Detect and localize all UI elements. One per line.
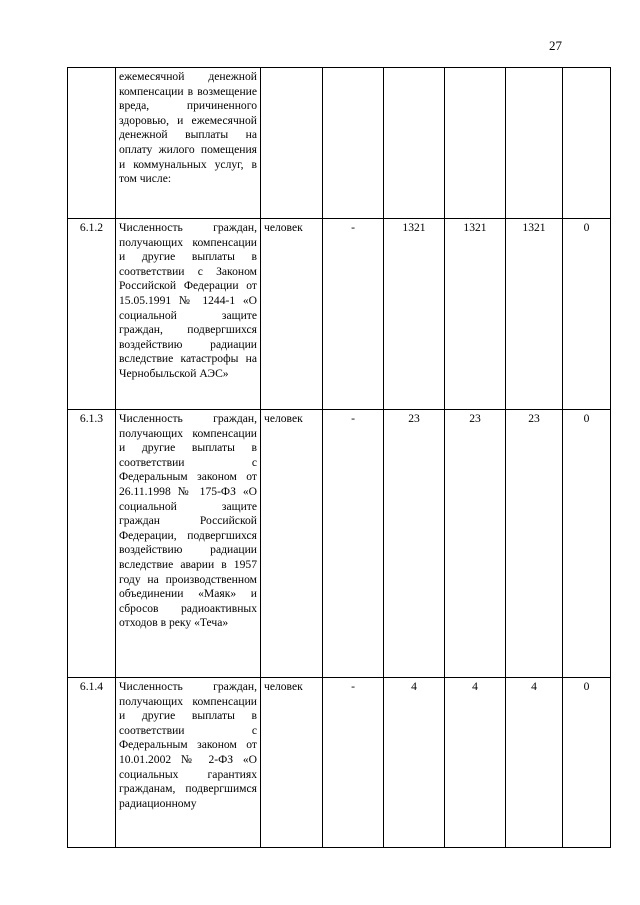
row-value: 0	[563, 410, 611, 678]
row-unit: человек	[261, 410, 323, 678]
row-description: Численность граждан, получающих компенсации и другие выплаты в соответствии с Федеральным законом от 26.11.1998 № 175-ФЗ «О социальной защите граждан Российской Федерации, подвергшихся воздействию радиации вследствие аварии в 1957 году на производственном объединении «Маяк» и сбросов радиоактивных отходов в реку «Теча»	[116, 410, 261, 678]
row-value	[445, 68, 506, 219]
row-value: 0	[563, 219, 611, 410]
row-number: 6.1.2	[68, 219, 116, 410]
row-value: -	[323, 410, 384, 678]
row-unit: человек	[261, 219, 323, 410]
row-description: ежемесячной денежной компенсации в возмещение вреда, причиненного здоровью, и ежемесячной денежной выплаты на оплату жилого помещения и коммунальных услуг, в том числе:	[116, 68, 261, 219]
row-number	[68, 68, 116, 219]
row-value	[323, 68, 384, 219]
row-value: -	[323, 219, 384, 410]
row-description: Численность граждан, получающих компенсации и другие выплаты в соответствии с Федеральным законом от 10.01.2002 № 2-ФЗ «О социальных гарантиях гражданам, подвергшимся радиационному	[116, 678, 261, 848]
row-value: -	[323, 678, 384, 848]
table-row	[68, 410, 611, 678]
row-value	[563, 68, 611, 219]
row-value: 4	[506, 678, 563, 848]
row-value: 1321	[445, 219, 506, 410]
table-row	[68, 678, 611, 848]
report-table	[67, 67, 611, 848]
row-value: 1321	[384, 219, 445, 410]
row-value: 23	[506, 410, 563, 678]
row-value: 23	[445, 410, 506, 678]
row-unit	[261, 68, 323, 219]
row-value: 4	[445, 678, 506, 848]
row-value: 23	[384, 410, 445, 678]
row-value: 1321	[506, 219, 563, 410]
row-description: Численность граждан, получающих компенсации и другие выплаты в соответствии с Законом Российской Федерации от 15.05.1991 № 1244-1 «О социальной защите граждан, подвергшихся воздействию радиации вследствие катастрофы на Чернобыльской АЭС»	[116, 219, 261, 410]
row-unit: человек	[261, 678, 323, 848]
table-row	[68, 68, 611, 219]
row-number: 6.1.3	[68, 410, 116, 678]
row-value	[506, 68, 563, 219]
row-value	[384, 68, 445, 219]
page-number: 27	[549, 38, 562, 53]
row-number: 6.1.4	[68, 678, 116, 848]
row-value: 4	[384, 678, 445, 848]
row-value: 0	[563, 678, 611, 848]
table-row	[68, 219, 611, 410]
